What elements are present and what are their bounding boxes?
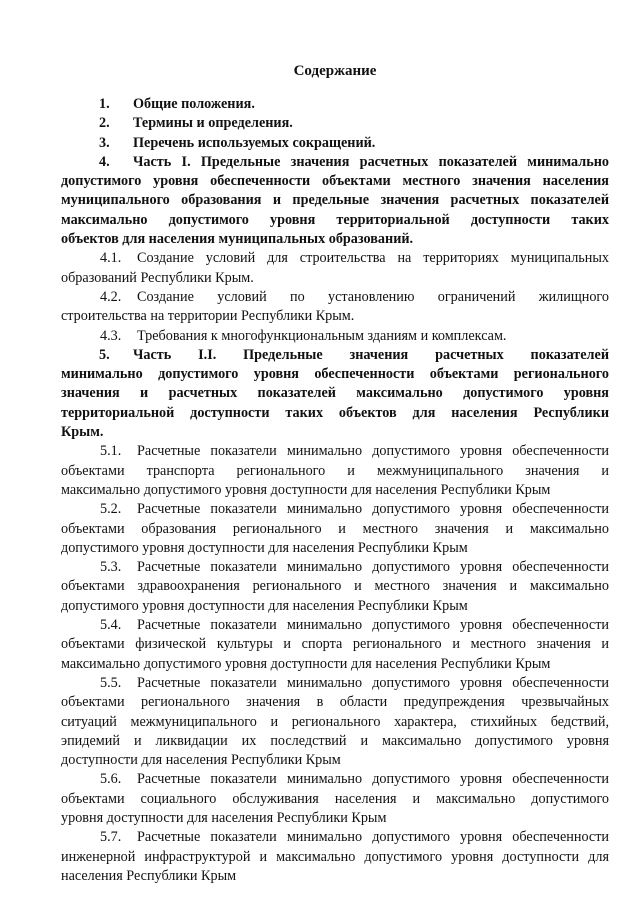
- toc-line: [61, 134, 609, 153]
- toc-entry-number: 5.5.: [100, 674, 122, 691]
- toc-entry-text: территориальной доступности таких объектов для населения Республики: [61, 404, 609, 421]
- toc-line: [61, 674, 609, 693]
- toc-line: [61, 307, 609, 326]
- toc-entry-text: Расчетные показатели минимально допустимого уровня обеспеченности: [137, 559, 609, 576]
- toc-entry-text: значения и расчетных показателей максимально допустимого уровня: [61, 385, 609, 402]
- toc-line: [61, 95, 609, 114]
- toc-line: [61, 172, 609, 191]
- toc-entry-text: уровня доступности для населения Республики Крым: [61, 809, 387, 826]
- toc-entry-text: Перечень используемых сокращений.: [133, 134, 376, 151]
- toc-line: [61, 770, 609, 789]
- toc-line: [61, 539, 609, 558]
- toc-line: [61, 423, 609, 442]
- toc-entry: [61, 828, 609, 886]
- toc-entry-text: строительства на территории Республики Крым.: [61, 308, 355, 325]
- toc-entry-text: объектами регионального значения в области предупреждения чрезвычайных: [61, 694, 609, 711]
- toc-entry-text: Расчетные показатели минимально допустимого уровня обеспеченности: [137, 771, 609, 788]
- toc-entry-text: Часть I. Предельные значения расчетных показателей минимально: [133, 153, 609, 170]
- toc-entry-text: Расчетные показатели минимально допустимого уровня обеспеченности: [137, 501, 609, 518]
- toc-entry-text: допустимого уровня обеспеченности объектами местного значения населения: [61, 173, 609, 190]
- toc-entry: [61, 674, 609, 770]
- toc-entry-number: 1.: [99, 96, 110, 112]
- toc-entry-number: 2.: [99, 115, 110, 132]
- toc-entry-number: 5.1.: [100, 443, 122, 460]
- toc-entry-text: Термины и определения.: [133, 115, 293, 132]
- toc-entry-text: населения Республики Крым: [61, 867, 237, 884]
- toc-line: [61, 288, 609, 307]
- toc-line: [61, 732, 609, 751]
- toc-line: [61, 384, 609, 403]
- toc-line: [61, 346, 609, 365]
- toc-line: [61, 848, 609, 867]
- toc-entry-text: объектами образования регионального и местного значения и максимально: [61, 520, 609, 537]
- toc-entry-number: 5.: [99, 346, 110, 363]
- toc-line: [61, 616, 609, 635]
- toc-line: [61, 153, 609, 172]
- toc-entry-number: 4.3.: [100, 327, 122, 344]
- toc-entry-text: Крым.: [61, 424, 104, 441]
- toc-entry-number: 4.2.: [100, 288, 122, 305]
- table-of-contents: [61, 95, 609, 886]
- toc-line: [61, 481, 609, 500]
- toc-entry-text: объектов для населения муниципальных образований.: [61, 231, 414, 248]
- toc-entry: [61, 770, 609, 828]
- toc-line: [61, 191, 609, 210]
- toc-entry-number: 4.: [99, 153, 110, 170]
- toc-entry: [61, 558, 609, 616]
- toc-entry-number: 5.4.: [100, 617, 122, 634]
- toc-entry-text: образований Республики Крым.: [61, 269, 254, 286]
- toc-entry-text: объектами транспорта регионального и межмуниципального значения и: [61, 462, 609, 479]
- toc-line: [61, 635, 609, 654]
- toc-line: [61, 577, 609, 596]
- toc-entry-text: Часть I.I. Предельные значения расчетных показателей: [133, 346, 609, 363]
- toc-entry: [61, 95, 609, 114]
- toc-entry-text: максимально допустимого уровня территориальной доступности таких: [61, 211, 609, 228]
- toc-line: [61, 211, 609, 230]
- toc-entry-number: 5.3.: [100, 559, 122, 576]
- toc-entry: [61, 249, 609, 288]
- toc-entry-text: инженерной инфраструктурой и максимально допустимого уровня доступности для: [61, 848, 609, 865]
- toc-entry-text: Общие положения.: [133, 96, 255, 112]
- toc-line: [61, 114, 609, 133]
- toc-line: [61, 500, 609, 519]
- toc-line: [61, 790, 609, 809]
- toc-entry-text: Расчетные показатели минимально допустимого уровня обеспеченности: [137, 674, 609, 691]
- toc-entry-text: доступности для населения Республики Крым: [61, 752, 341, 769]
- toc-line: [61, 462, 609, 481]
- toc-entry-text: максимально допустимого уровня доступности для населения Республики Крым: [61, 655, 551, 672]
- page-title: Содержание: [293, 63, 377, 79]
- toc-line: [61, 751, 609, 770]
- toc-entry-number: 4.1.: [100, 250, 122, 267]
- toc-line: [61, 269, 609, 288]
- toc-entry-text: минимально допустимого уровня обеспеченности объектами регионального: [61, 366, 609, 383]
- toc-line: [61, 809, 609, 828]
- toc-line: [61, 828, 609, 847]
- toc-entry-text: допустимого уровня доступности для населения Республики Крым: [61, 539, 468, 556]
- toc-entry-text: Создание условий для строительства на территориях муниципальных: [137, 250, 609, 267]
- toc-entry-text: Требования к многофункциональным зданиям и комплексам.: [137, 327, 507, 344]
- toc-line: [61, 867, 609, 886]
- toc-entry: [61, 442, 609, 500]
- toc-line: [61, 327, 609, 346]
- toc-entry: [61, 616, 609, 674]
- toc-entry-text: Расчетные показатели минимально допустимого уровня обеспеченности: [137, 829, 609, 846]
- toc-entry-text: максимально допустимого уровня доступности для населения Республики Крым: [61, 481, 551, 498]
- toc-line: [61, 249, 609, 268]
- toc-line: [61, 693, 609, 712]
- toc-entry-text: объектами физической культуры и спорта регионального и местного значения и: [61, 636, 609, 653]
- toc-line: [61, 597, 609, 616]
- toc-entry-text: ситуаций межмуниципального и регионального характера, стихийных бедствий,: [61, 713, 609, 730]
- toc-entry-text: допустимого уровня доступности для населения Республики Крым: [61, 597, 468, 614]
- toc-entry: [61, 288, 609, 327]
- toc-entry-number: 5.7.: [100, 829, 122, 846]
- toc-entry-text: объектами здравоохранения регионального и местного значения и максимально: [61, 578, 609, 595]
- toc-entry-number: 5.6.: [100, 771, 122, 788]
- toc-entry-number: 3.: [99, 134, 110, 151]
- toc-entry: [61, 114, 609, 133]
- toc-entry: [61, 346, 609, 442]
- toc-entry: [61, 153, 609, 249]
- toc-entry-text: Расчетные показатели минимально допустимого уровня обеспеченности: [137, 443, 609, 460]
- toc-line: [61, 404, 609, 423]
- toc-entry-text: эпидемий и ликвидации их последствий и максимально допустимого уровня: [61, 732, 609, 749]
- toc-line: [61, 713, 609, 732]
- toc-entry-text: муниципального образования и предельные значения расчетных показателей: [61, 192, 609, 209]
- toc-line: [61, 230, 609, 249]
- toc-line: [61, 655, 609, 674]
- toc-entry-text: Расчетные показатели минимально допустимого уровня обеспеченности: [137, 617, 609, 634]
- toc-entry-number: 5.2.: [100, 501, 122, 518]
- toc-line: [61, 365, 609, 384]
- toc-line: [61, 442, 609, 461]
- toc-entry-text: Создание условий по установлению ограничений жилищного: [137, 288, 609, 305]
- toc-entry: [61, 134, 609, 153]
- toc-entry: [61, 500, 609, 558]
- toc-entry: [61, 327, 609, 346]
- toc-line: [61, 558, 609, 577]
- toc-line: [61, 520, 609, 539]
- toc-entry-text: объектами социального обслуживания населения и максимально допустимого: [61, 790, 609, 807]
